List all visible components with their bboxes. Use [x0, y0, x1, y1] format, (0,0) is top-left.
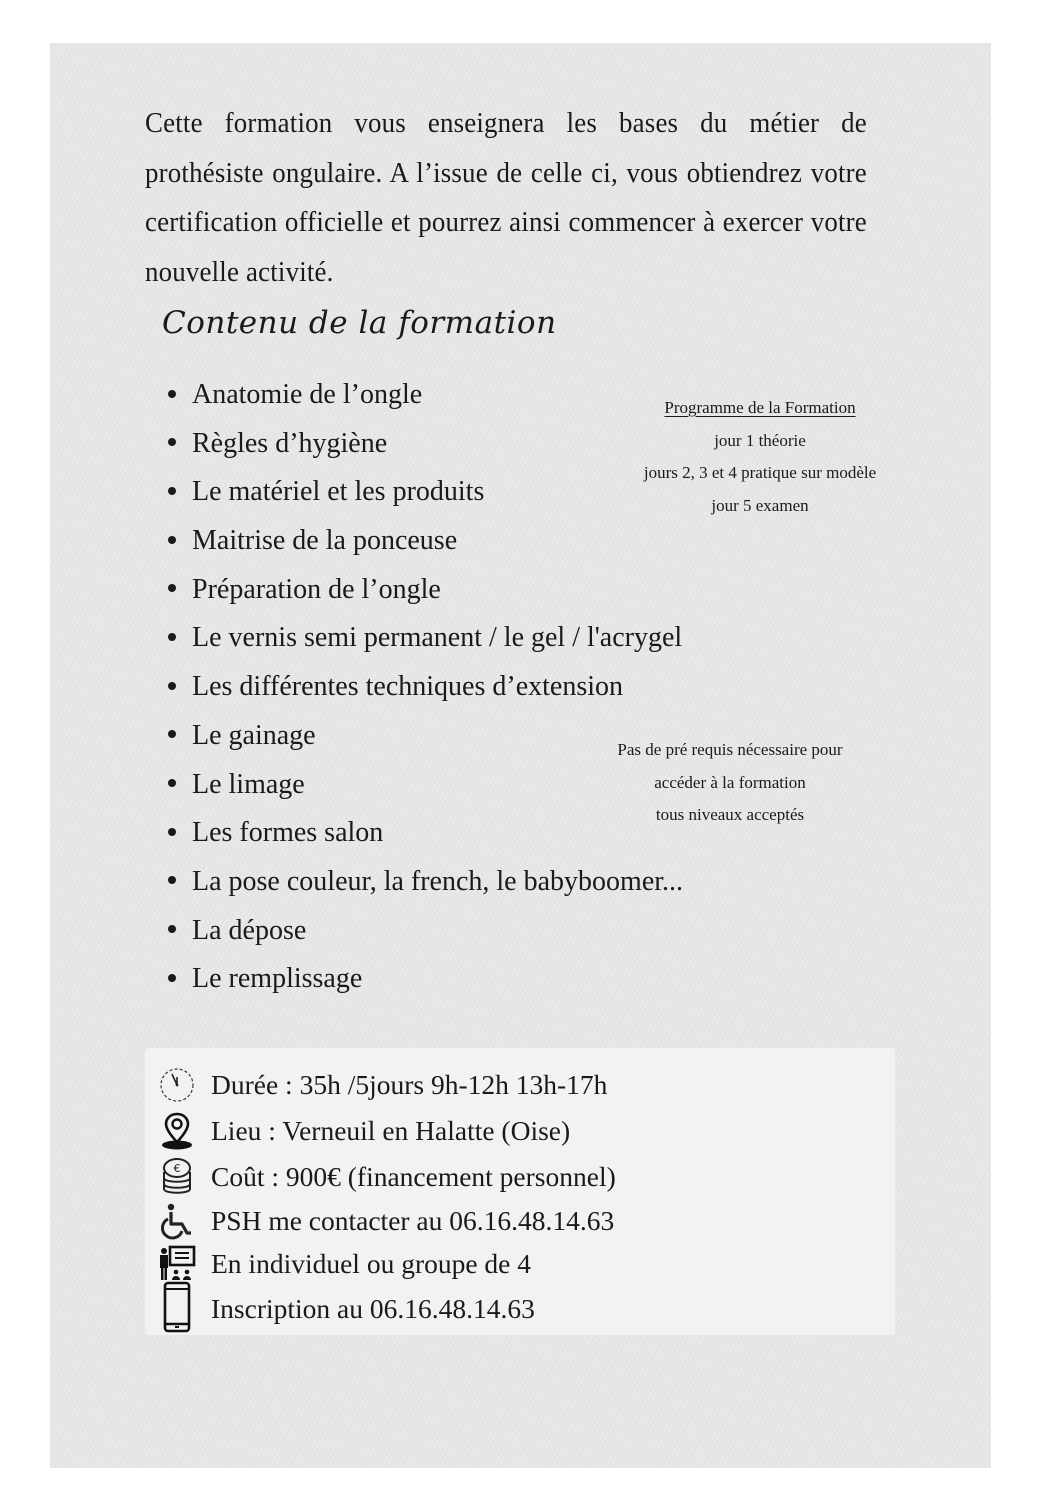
list-item-text: Les différentes techniques d’extension — [192, 671, 624, 703]
programme-block — [590, 392, 930, 522]
list-item — [168, 569, 683, 618]
list-item-text: Maitrise de la ponceuse — [192, 525, 458, 557]
bullet-icon — [168, 730, 176, 738]
info-box — [145, 1048, 895, 1335]
bullet-icon — [168, 536, 176, 544]
svg-text:€: € — [173, 1162, 181, 1175]
bullet-icon — [168, 779, 176, 787]
info-row-registration — [157, 1286, 535, 1332]
bullet-icon — [168, 487, 176, 495]
bullet-icon — [168, 974, 176, 982]
list-item-text: Le matériel et les produits — [192, 476, 485, 508]
wheelchair-icon — [157, 1201, 197, 1241]
prerequisites-block — [545, 734, 915, 832]
bullet-icon — [168, 876, 176, 884]
clock-icon — [157, 1065, 197, 1105]
list-item — [168, 666, 683, 715]
prerequisites-line: Pas de pré requis nécessaire pour — [617, 740, 843, 759]
info-row-text: Coût : 900€ (financement personnel) — [211, 1161, 616, 1192]
document-page — [50, 43, 991, 1468]
list-item-text: Règles d’hygiène — [192, 427, 388, 459]
info-row-location — [157, 1108, 570, 1154]
list-item-text: Préparation de l’ongle — [192, 573, 441, 605]
list-item — [168, 910, 683, 959]
info-row-group-size — [157, 1241, 531, 1287]
bullet-icon — [168, 633, 176, 641]
programme-line: jours 2, 3 et 4 pratique sur modèle — [643, 463, 877, 482]
bullet-icon — [168, 438, 176, 446]
bullet-icon — [168, 925, 176, 933]
list-item-text: Le limage — [192, 768, 305, 800]
bullet-icon — [168, 390, 176, 398]
info-row-text: Durée : 35h /5jours 9h-12h 13h-17h — [211, 1069, 608, 1100]
info-row-cost — [157, 1154, 616, 1200]
programme-title: Programme de la Formation — [664, 398, 856, 417]
list-item-text: Le vernis semi permanent / le gel / l'acrygel — [192, 622, 683, 654]
list-item-text: La pose couleur, la french, le babyboomer... — [192, 865, 684, 897]
list-item — [168, 958, 683, 1007]
list-item-text: Les formes salon — [192, 817, 384, 849]
programme-line: jour 1 théorie — [714, 430, 806, 450]
list-item-text: Anatomie de l’ongle — [192, 379, 423, 410]
list-item — [168, 520, 683, 569]
prerequisites-line: tous niveaux acceptés — [655, 805, 805, 824]
info-row-text: PSH me contacter au 06.16.48.14.63 — [211, 1205, 615, 1236]
info-row-text: En individuel ou groupe de 4 — [211, 1248, 532, 1279]
info-row-text: Inscription au 06.16.48.14.63 — [211, 1293, 535, 1324]
bullet-icon — [168, 682, 176, 690]
bullet-icon — [168, 828, 176, 836]
list-item-text: La dépose — [192, 914, 307, 946]
list-item — [168, 861, 683, 910]
smartphone-icon — [157, 1289, 197, 1329]
content-section-title: Contenu de la formation — [162, 305, 557, 341]
teacher-classroom-icon — [157, 1244, 197, 1284]
list-item-text: Le remplissage — [192, 963, 363, 995]
euro-coins-icon — [157, 1157, 197, 1197]
info-row-duration — [157, 1062, 607, 1108]
info-row-text: Lieu : Verneuil en Halatte (Oise) — [211, 1115, 571, 1146]
location-pin-icon — [157, 1111, 197, 1151]
intro-paragraph: Cette formation vous enseignera les bases du métier de prothésiste ongulaire. A l’issue de celle ci, vous obtiendrez votre certification officielle et pourrez ainsi commencer à exercer votre nouvelle activité. — [145, 108, 867, 288]
bullet-icon — [168, 584, 176, 592]
info-row-accessibility — [157, 1198, 614, 1244]
list-item-text: Le gainage — [192, 719, 316, 751]
list-item — [168, 617, 683, 666]
prerequisites-line: accéder à la formation — [654, 772, 806, 792]
programme-line: jour 5 examen — [711, 495, 809, 515]
